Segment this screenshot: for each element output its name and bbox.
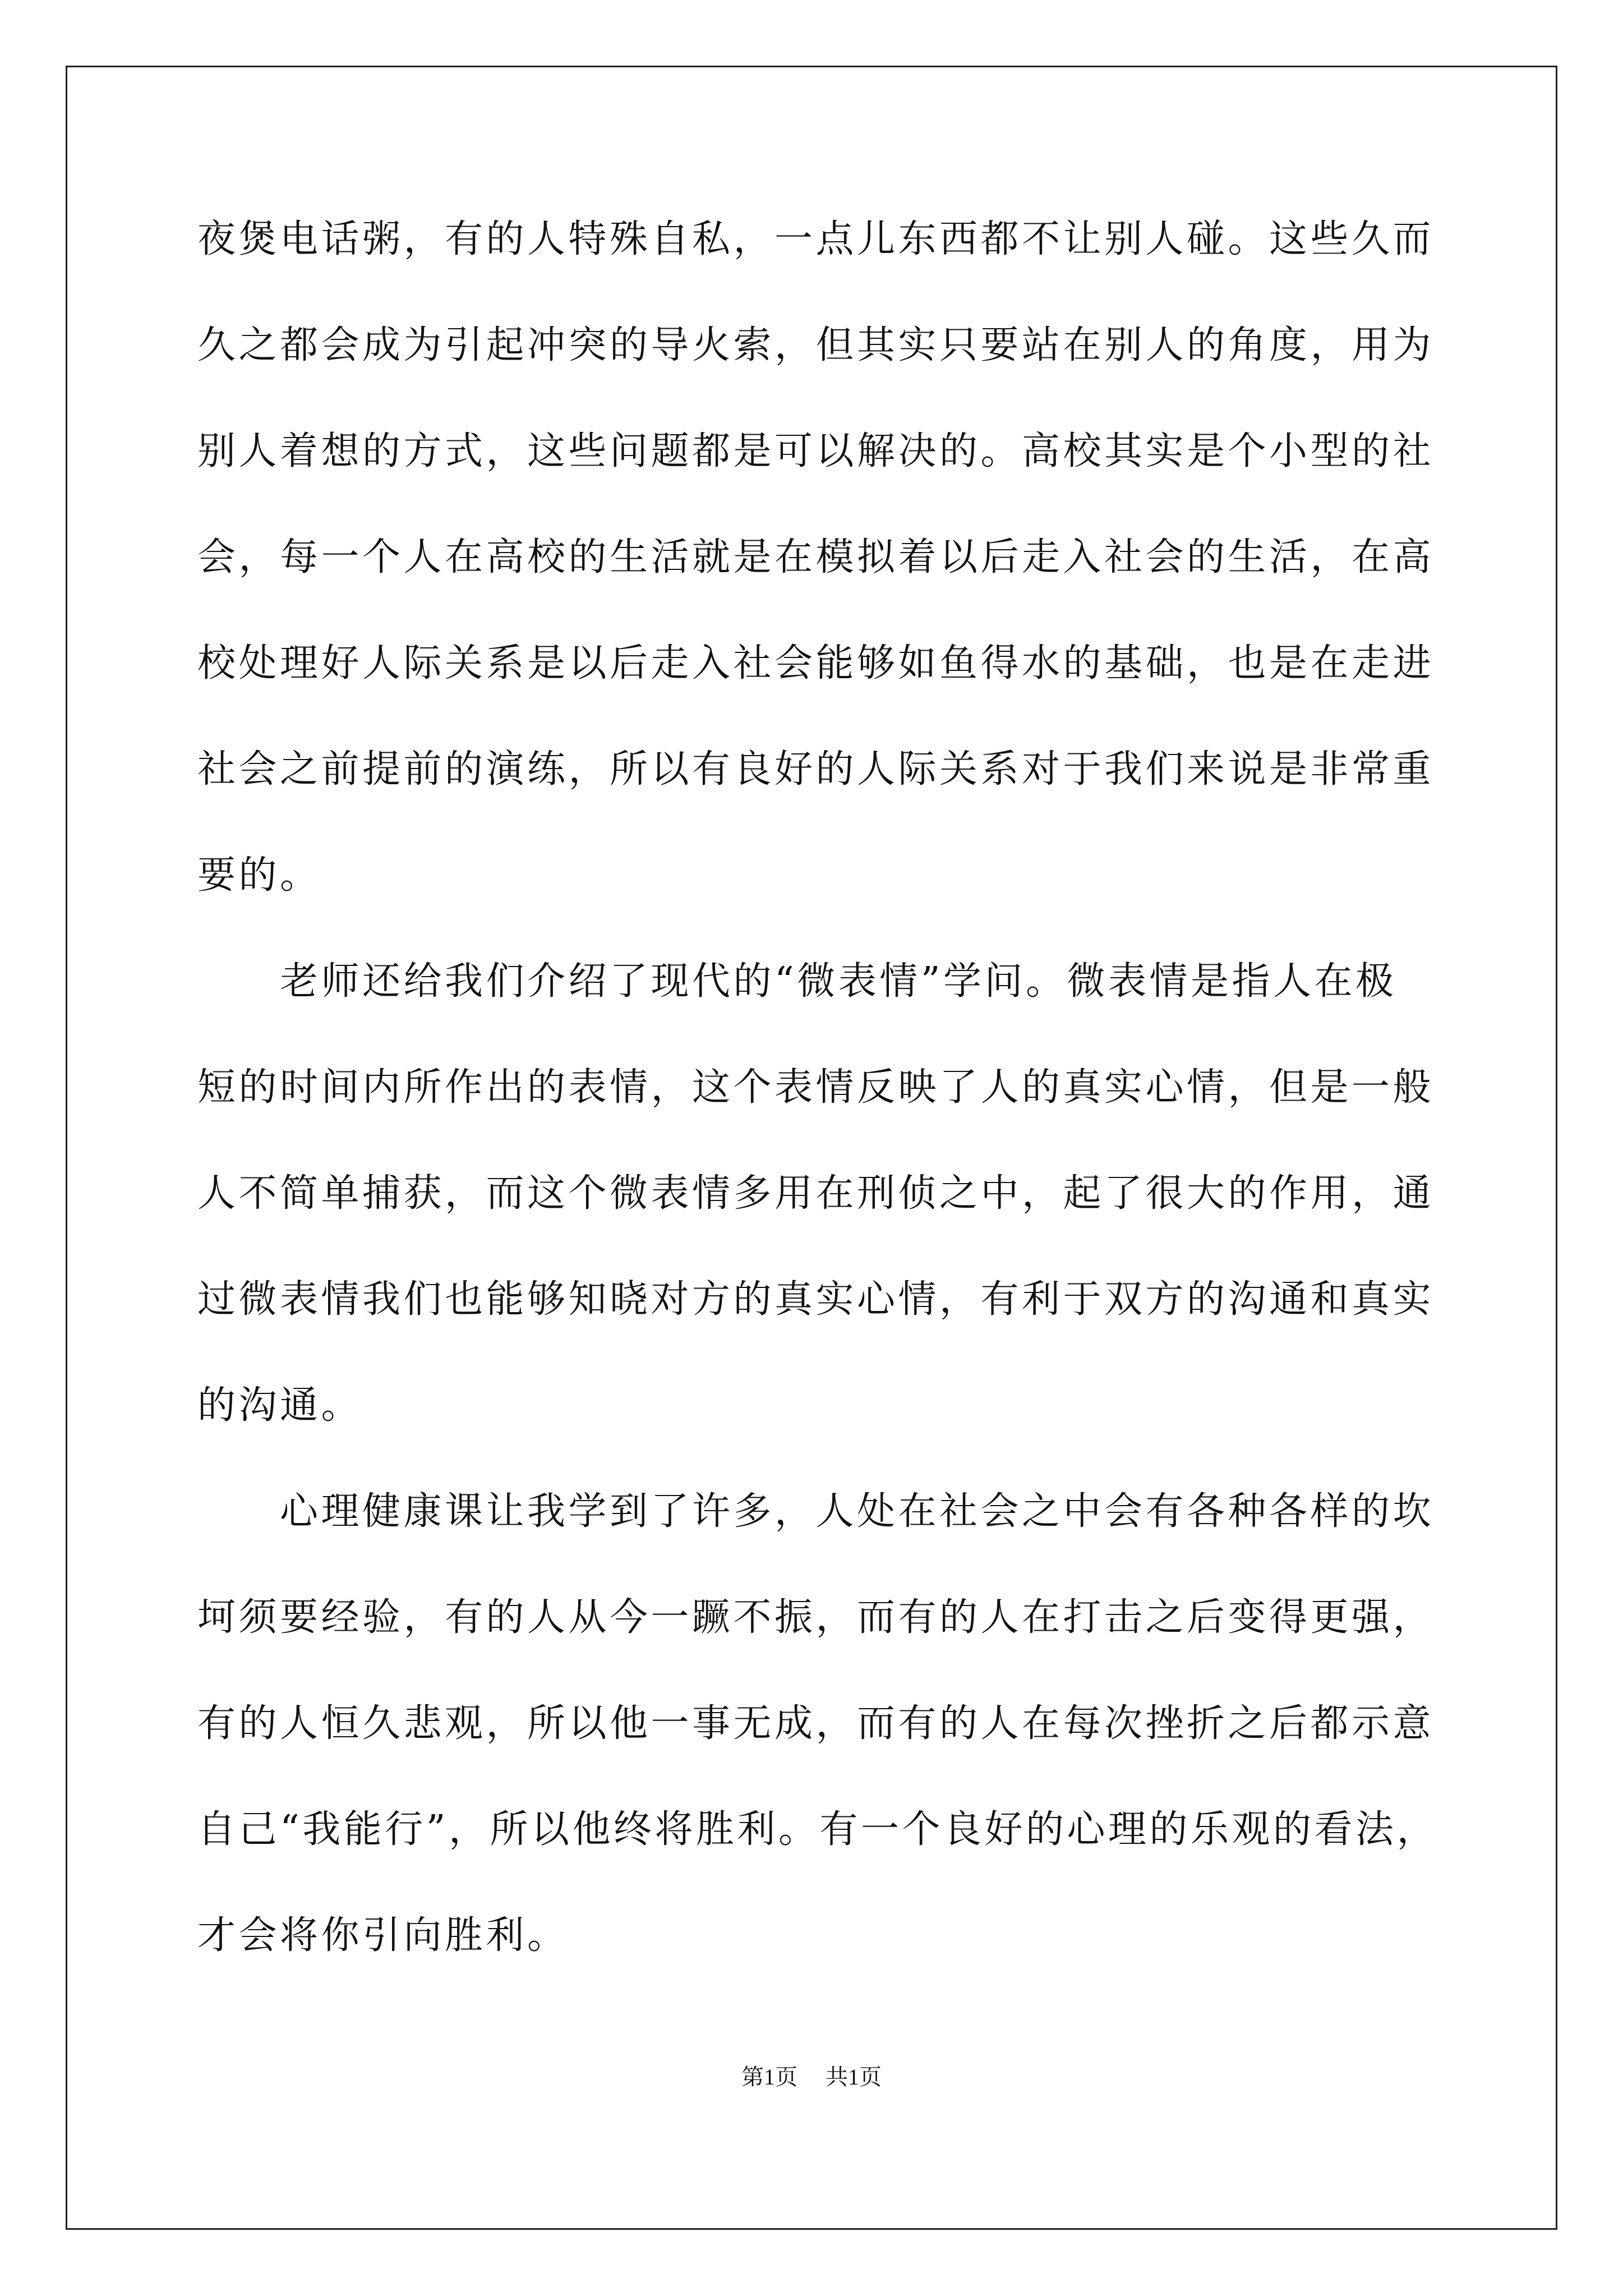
text-line: 有的人恒久悲观，所以他一事无成，而有的人在每次挫折之后都示意 xyxy=(197,1701,1435,1746)
text-line: 才会将你引向胜利。 xyxy=(197,1913,569,1958)
page-total: 共1页 xyxy=(826,2064,882,2090)
page-number: 第1页 xyxy=(741,2064,797,2090)
text-line: 的沟通。 xyxy=(197,1383,363,1428)
text-line: 会，每一个人在高校的生活就是在模拟着以后走入社会的生活，在高 xyxy=(197,535,1435,579)
text-line: 别人着想的方式，这些问题都是可以解决的。高校其实是个小型的社 xyxy=(197,429,1435,473)
text-line: 自己“我能行”，所以他终将胜利。有一个良好的心理的乐观的看法， xyxy=(197,1807,1438,1852)
text-line: 短的时间内所作出的表情，这个表情反映了人的真实心情，但是一般 xyxy=(197,1065,1435,1110)
text-line: 社会之前提前的演练，所以有良好的人际关系对于我们来说是非常重 xyxy=(197,747,1435,792)
text-line: 夜煲电话粥，有的人特殊自私，一点儿东西都不让别人碰。这些久而 xyxy=(197,217,1435,261)
text-line: 校处理好人际关系是以后走入社会能够如鱼得水的基础，也是在走进 xyxy=(197,641,1435,685)
text-line: 老师还给我们介绍了现代的“微表情”学问。微表情是指人在极 xyxy=(197,959,1397,1004)
text-line: 久之都会成为引起冲突的导火索，但其实只要站在别人的角度，用为 xyxy=(197,323,1435,367)
text-line: 坷须要经验，有的人从今一蹶不振，而有的人在打击之后变得更强， xyxy=(197,1595,1435,1640)
text-line: 人不简单捕获，而这个微表情多用在刑侦之中，起了很大的作用，通 xyxy=(197,1171,1435,1216)
text-line: 心理健康课让我学到了许多，人处在社会之中会有各种各样的坎 xyxy=(197,1489,1435,1534)
document-body xyxy=(197,214,1442,2017)
text-line: 过微表情我们也能够知晓对方的真实心情，有利于双方的沟通和真实 xyxy=(197,1277,1435,1322)
text-line: 要的。 xyxy=(197,853,321,898)
page-footer xyxy=(0,2063,1623,2091)
